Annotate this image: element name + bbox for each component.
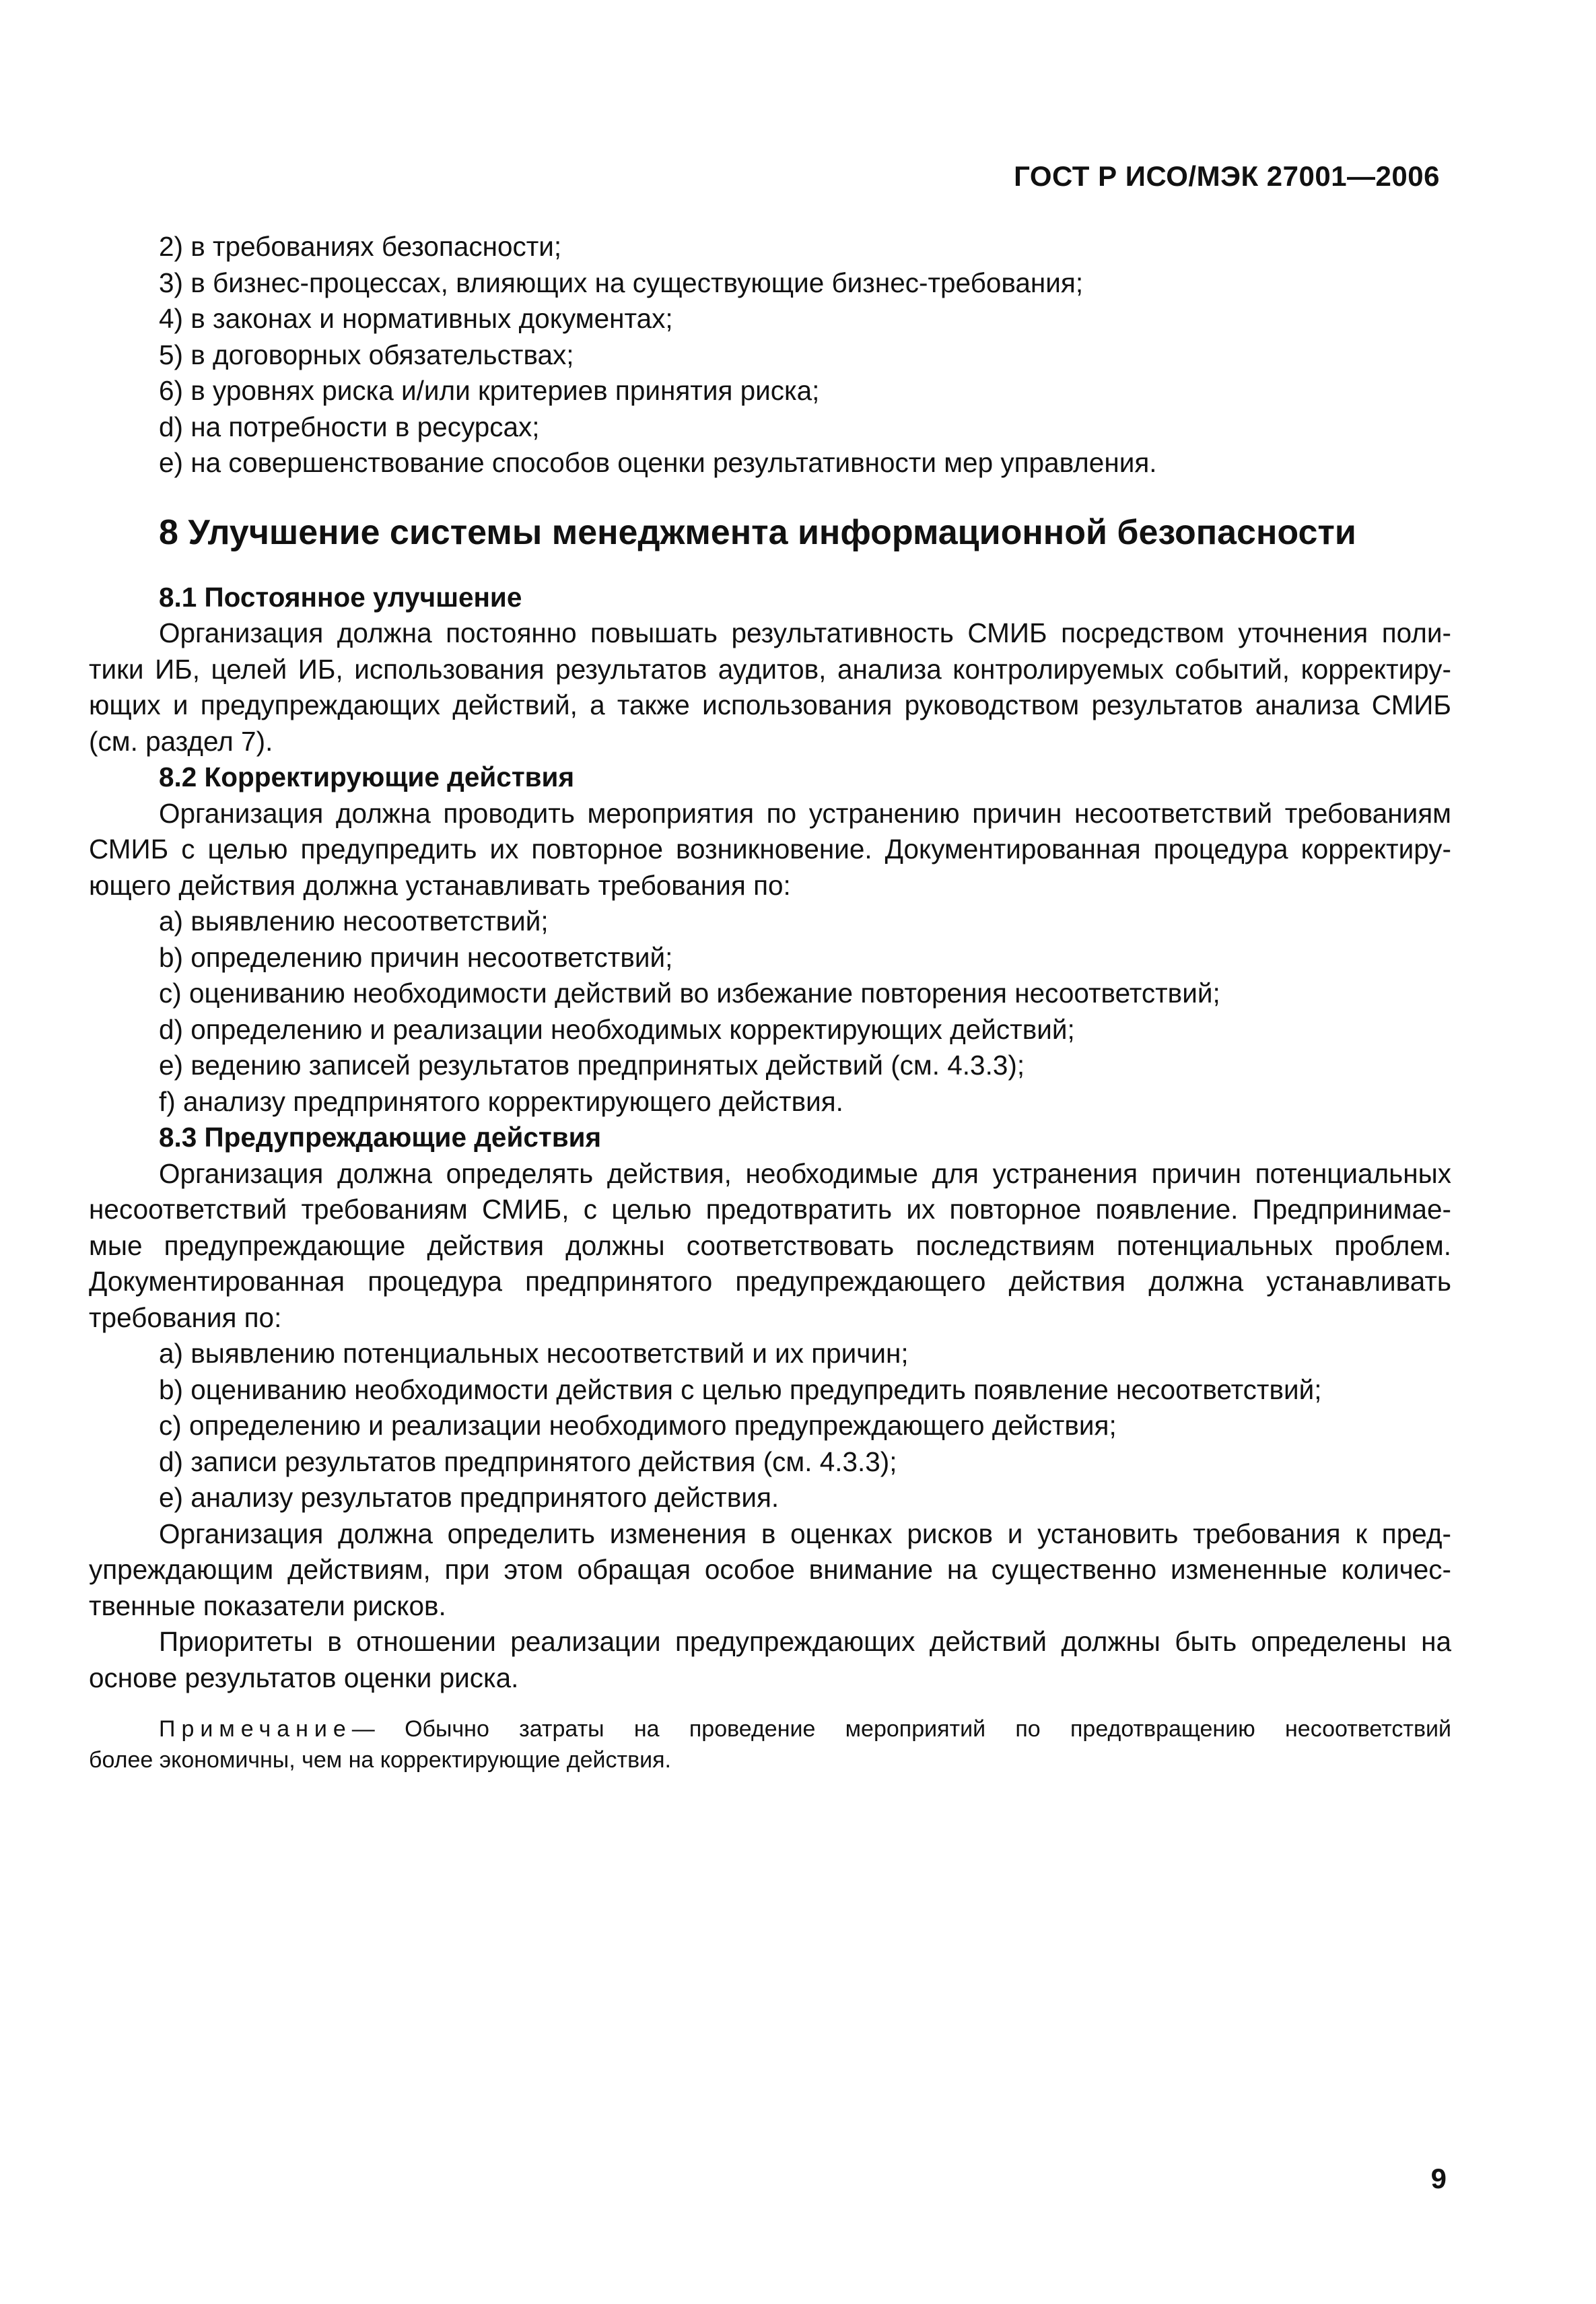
paragraph-line: СМИБ с целью предупредить их повторное возникновение. Документированная процедура корректиру- (89, 834, 1451, 865)
intro-list (89, 229, 1451, 481)
paragraph-line: (см. раздел 7). (89, 725, 273, 757)
note (89, 1714, 1451, 1775)
list-item: c) оцениванию необходимости действий во избежание повторения несоответствий; (159, 978, 1220, 1009)
list-item: d) на потребности в ресурсах; (159, 411, 540, 442)
standard-code-header: ГОСТ Р ИСО/МЭК 27001—2006 (1014, 160, 1440, 192)
paragraph-line: Организация должна определить изменения в оценках рисков и установить требования к пред- (159, 1518, 1451, 1549)
paragraph-line: Приоритеты в отношении реализации предупреждающих действий должны быть определены на (159, 1626, 1451, 1657)
list-item: b) оцениванию необходимости действия с целью предупредить появление несоответствий; (159, 1374, 1322, 1405)
list-item: d) определению и реализации необходимых корректирующих действий; (159, 1013, 1075, 1045)
subsection-8-1 (89, 580, 1451, 760)
subsection-8-3 (89, 1120, 1451, 1696)
list-item: a) выявлению несоответствий; (159, 906, 549, 937)
paragraph-line: Организация должна определять действия, необходимые для устранения причин потенциальных (159, 1157, 1451, 1189)
paragraph-line: основе результатов оценки риска. (89, 1662, 519, 1693)
list-item: 4) в законах и нормативных документах; (159, 303, 673, 334)
page-body (89, 229, 1451, 1775)
list-item: a) выявлению потенциальных несоответствий и их причин; (159, 1338, 909, 1369)
section-title: 8 Улучшение системы менеджмента информационной безопасности (159, 512, 1356, 552)
paragraph-line: несоответствий требованиям СМИБ, с целью предотвратить их повторное появление. Предпринимае- (89, 1194, 1451, 1225)
paragraph-line: Организация должна постоянно повышать результативность СМИБ посредством уточнения поли- (159, 617, 1451, 648)
list-item: 6) в уровнях риска и/или критериев принятия риска; (159, 375, 820, 406)
list-item: e) на совершенствование способов оценки результативности мер управления. (159, 447, 1157, 478)
paragraph-line: мые предупреждающие действия должны соответствовать последствиям потенциальных проблем. (89, 1229, 1451, 1261)
list-item: b) определению причин несоответствий; (159, 941, 673, 973)
subsection-heading: 8.3 Предупреждающие действия (159, 1122, 602, 1153)
list-item: d) записи результатов предпринятого действия (см. 4.3.3); (159, 1446, 897, 1477)
paragraph-line: тики ИБ, целей ИБ, использования результатов аудитов, анализа контролируемых событий, корректиру- (89, 653, 1451, 685)
list-item: 2) в требованиях безопасности; (159, 231, 562, 262)
subsection-heading: 8.2 Корректирующие действия (159, 761, 575, 792)
paragraph-line: твенные показатели рисков. (89, 1590, 446, 1621)
list-item: e) ведению записей результатов предпринятых действий (см. 4.3.3); (159, 1050, 1025, 1081)
paragraph-line: ющего действия должна устанавливать требования по: (89, 869, 791, 901)
note-text: — Обычно затраты на проведение мероприятий по предотвращению несоответствий (351, 1716, 1451, 1742)
subsection-heading: 8.1 Постоянное улучшение (159, 581, 522, 613)
paragraph-line: требования по: (89, 1301, 282, 1333)
note-line (89, 1714, 1451, 1744)
list-item: 3) в бизнес-процессах, влияющих на существующие бизнес-требования; (159, 267, 1084, 298)
note-label: Примечание (159, 1716, 352, 1742)
list-item: f) анализу предпринятого корректирующего действия. (159, 1085, 843, 1117)
subsection-8-2 (89, 759, 1451, 1120)
paragraph-line: упреждающим действиям, при этом обращая особое внимание на существенно измененные количес- (89, 1554, 1451, 1585)
paragraph-line: Документированная процедура предпринятого предупреждающего действия должна устанавливать (89, 1266, 1451, 1297)
paragraph-line: Организация должна проводить мероприятия по устранению причин несоответствий требованиям (159, 797, 1451, 829)
paragraph-line: ющих и предупреждающих действий, а также использования руководством результатов анализа СМИБ (89, 689, 1451, 720)
note-line: более экономичны, чем на корректирующие действия. (89, 1747, 671, 1773)
list-item: c) определению и реализации необходимого предупреждающего действия; (159, 1410, 1117, 1441)
list-item: e) анализу результатов предпринятого действия. (159, 1482, 779, 1513)
page-number: 9 (1430, 2163, 1447, 2194)
list-item: 5) в договорных обязательствах; (159, 339, 574, 370)
